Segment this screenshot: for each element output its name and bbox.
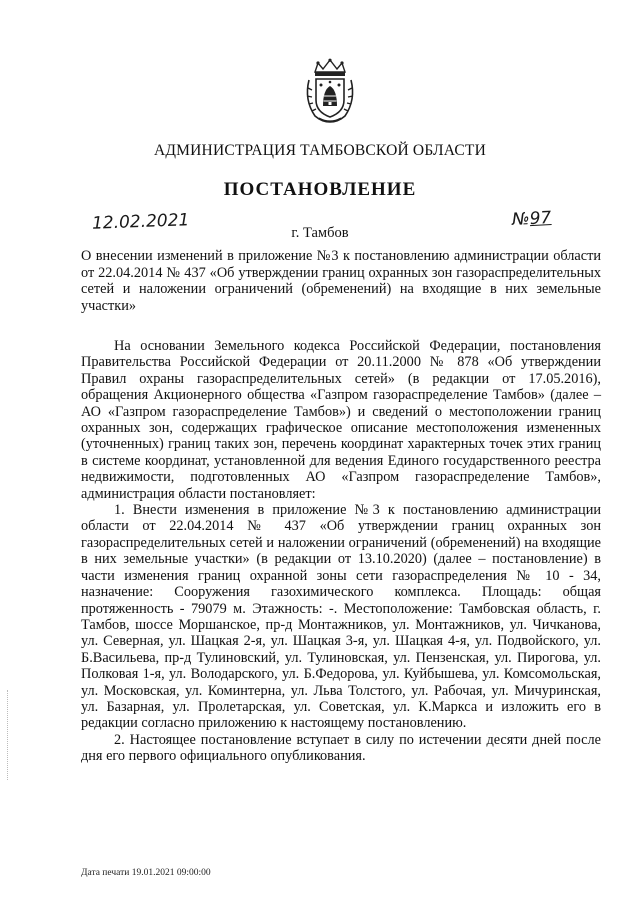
handwritten-document-number xyxy=(512,208,552,230)
organization-name: АДМИНИСТРАЦИЯ ТАМБОВСКОЙ ОБЛАСТИ xyxy=(154,142,486,159)
item-1-paragraph: 1. Внести изменения в приложение №3 к постановлению администрации области от 22.04.2014 № 437 «Об утверждении границ охранных зон газораспределительных сетей и наложении ограничений (обременений) на входящие в них земельные участки» (в редакции от 13.10.2020) (далее – постановление) в части изменения границ охранной зоны сети газораспределения № 10 - 34, назначение: Сооружения газохимического комплекса. Площадь: общая протяженность - 79079 м. Этажность: -. Местоположение: Тамбовская область, г. Тамбов, шоссе Моршанское, пр-д Монтажников, ул. Монтажников, ул. Чичканова, ул. Северная, ул. Шацкая 2-я, ул. Шацкая 3-я, ул. Шацкая 4-я, ул. Подвойского, ул. Б.Васильева, пр-д Тулиновский, ул. Тулиновская, ул. Пензенская, ул. Пирогова, ул. Полковая 1-я, ул. Володарского, ул. Б.Федорова, ул. Куйбышева, ул. Комсомольская, ул. Московская, ул. Коминтерна, ул. Льва Толстого, ул. Рабочая, ул. Мичуринская, ул. Базарная, ул. Пролетарская, ул. Советская, ул. К.Маркса и изложить его в редакции согласно приложению к настоящему постановлению. xyxy=(81,502,601,732)
city-name: г. Тамбов xyxy=(291,225,349,241)
document-type-title: ПОСТАНОВЛЕНИЕ xyxy=(223,179,417,200)
document-body xyxy=(81,338,601,765)
item-2-paragraph: 2. Настоящее постановление вступает в силу по истечении десяти дней после дня его первого официального опубликования. xyxy=(81,731,601,765)
document-subject: О внесении изменений в приложение №3 к постановлению администрации области от 22.04.2014 № 437 «Об утверждении границ охранных зон газораспределительных сетей и наложении ограничений (обременений) на входящие в них земельные участки» xyxy=(81,248,601,314)
number-prefix: № xyxy=(511,209,531,231)
tambov-coat-of-arms-icon xyxy=(303,58,357,124)
number-value: 97 xyxy=(529,207,552,230)
preamble-paragraph: На основании Земельного кодекса Российской Федерации, постановления Правительства Российской Федерации от 20.11.2000 № 878 «Об утверждении Правил охраны газораспределительных сетей» (в редакции от 17.05.2016), обращения Акционерного общества «Газпром газораспределение Тамбов» (далее – АО «Газпром газораспределение Тамбов») и сведений о местоположении границ охранных зон, содержащих графическое описание местоположения измененных (уточненных) границ таких зон, перечень координат характерных точек этих границ в системе координат, установленной для ведения Единого государственного реестра недвижимости, подготовленных АО «Газпром газораспределение Тамбов», администрация области постановляет: xyxy=(81,338,601,502)
handwritten-date: 12.02.2021 xyxy=(91,210,190,234)
margin-mark xyxy=(7,690,10,780)
print-date-footer: Дата печати 19.01.2021 09:00:00 xyxy=(81,868,211,878)
